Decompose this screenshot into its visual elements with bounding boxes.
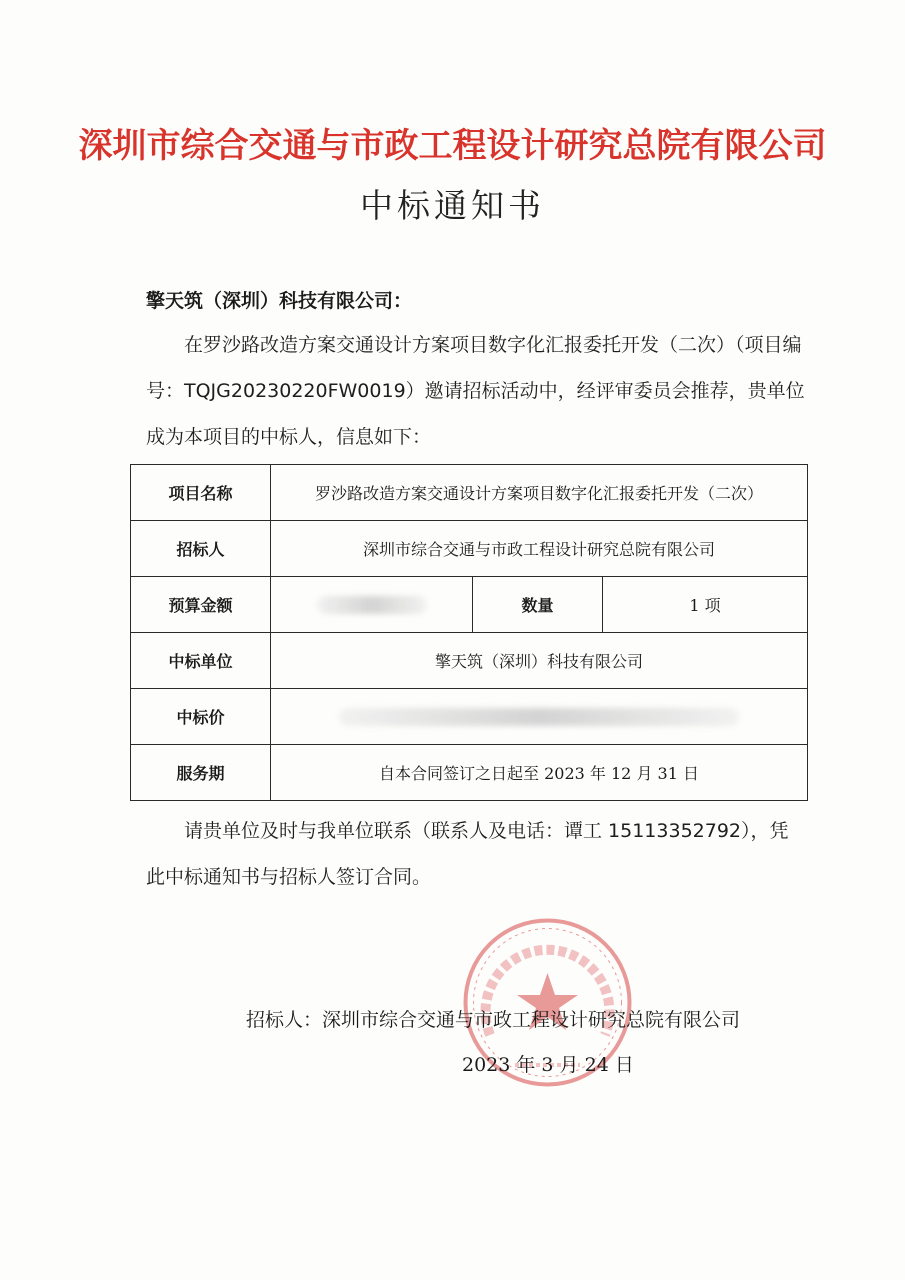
table-row [131, 521, 808, 577]
service-period-value: 自本合同签订之日起至 2023 年 12 月 31 日 [271, 745, 808, 801]
table-row [131, 689, 808, 745]
service-period-label: 服务期 [131, 745, 271, 801]
intro-paragraph: 在罗沙路改造方案交通设计方案项目数字化汇报委托开发（二次）（项目编号：TQJG20230220FW0019）邀请招标活动中，经评审委员会推荐，贵单位成为本项目的中标人，信息如下： [146, 334, 805, 448]
budget-value-redacted [271, 577, 473, 633]
document-title: 中标通知书 [360, 186, 545, 225]
redaction-blur [317, 596, 427, 614]
award-info-table [130, 464, 808, 801]
price-label: 中标价 [131, 689, 271, 745]
contact-paragraph: 请贵单位及时与我单位联系（联系人及电话：谭工 15113352792），凭此中标通知书与招标人签订合同。 [146, 820, 789, 888]
table-row [131, 745, 808, 801]
redaction-blur [339, 708, 739, 726]
tenderer-signoff: 招标人：深圳市综合交通与市政工程设计研究总院有限公司 [246, 1009, 741, 1031]
winner-label: 中标单位 [131, 633, 271, 689]
organization-header: 深圳市综合交通与市政工程设计研究总院有限公司 [78, 126, 827, 166]
tenderer-label: 招标人 [131, 521, 271, 577]
tenderer-value: 深圳市综合交通与市政工程设计研究总院有限公司 [271, 521, 808, 577]
quantity-label: 数量 [473, 577, 603, 633]
project-name-value: 罗沙路改造方案交通设计方案项目数字化汇报委托开发（二次） [271, 465, 808, 521]
table-row [131, 465, 808, 521]
price-value-redacted [271, 689, 808, 745]
project-name-label: 项目名称 [131, 465, 271, 521]
quantity-value: 1 项 [603, 577, 808, 633]
budget-label: 预算金额 [131, 577, 271, 633]
signoff-date: 2023 年 3 月 24 日 [462, 1054, 634, 1076]
winner-value: 擎天筑（深圳）科技有限公司 [271, 633, 808, 689]
table-row [131, 577, 808, 633]
addressee: 擎天筑（深圳）科技有限公司： [146, 290, 413, 312]
table-row [131, 633, 808, 689]
